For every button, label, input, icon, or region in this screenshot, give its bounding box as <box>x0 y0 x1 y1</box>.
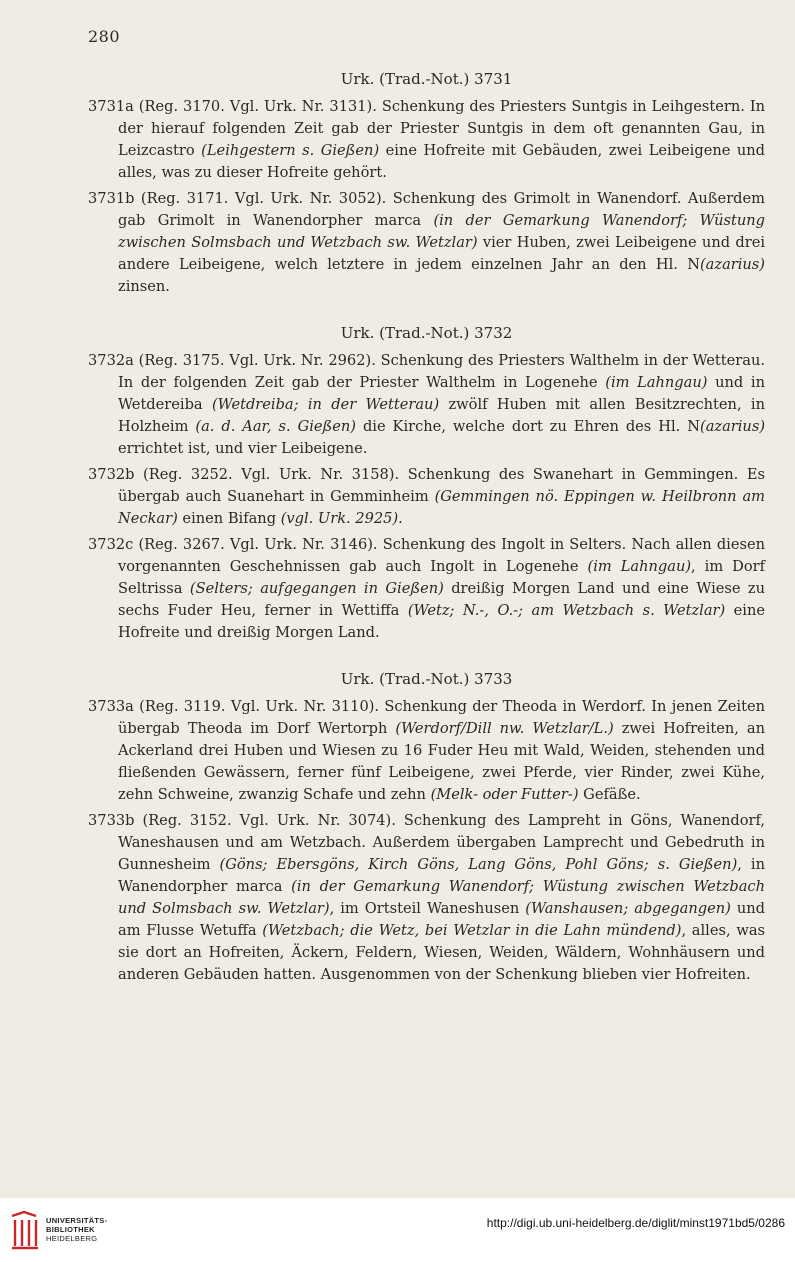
footer-bar <box>0 1198 795 1262</box>
source-url-link[interactable]: http://digi.ub.uni-heidelberg.de/diglit/minst1971bd5/0286 <box>486 1216 785 1230</box>
entry-3732a: 3732a (Reg. 3175. Vgl. Urk. Nr. 2962). Schenkung des Priesters Walthelm in der Wetterau. In der folgenden Zeit gab der Priester Walthelm in Logenehe (im Lahngau) und in Wetdereiba (Wetdreiba; in der Wetterau) zwölf Huben mit allen Besitzrechten, in Holzheim (a. d. Aar, s. Gießen) die Kirche, welche dort zu Ehren des Hl. N(azarius) errichtet ist, und vier Leibeigene. <box>88 352 766 457</box>
entry-3731b: 3731b (Reg. 3171. Vgl. Urk. Nr. 3052). Schenkung des Grimolt in Wanendorf. Außerdem gab Grimolt in Wanendorpher marca (in der Gemarkung Wanendorf; Wüstung zwischen Solmsbach und Wetzbach sw. Wetzlar) vier Huben, zwei Leibeigene und drei andere Leibeigene, welch letztere in jedem einzelnen Jahr an den Hl. N(azarius) zinsen. <box>88 190 766 295</box>
section-3732 <box>88 322 765 644</box>
entry-3733a: 3733a (Reg. 3119. Vgl. Urk. Nr. 3110). Schenkung der Theoda in Werdorf. In jenen Zeiten übergab Theoda im Dorf Wertorph (Werdorf/Dill nw. Wetzlar/L.) zwei Hofreiten, an Ackerland drei Huben und Wiesen zu 16 Fuder Heu mit Wald, Weiden, stehenden und fließenden Gewässern, ferner fünf Leibeigene, zwei Pferde, vier Rinder, zwei Kühe, zehn Schweine, zwanzig Schafe und zehn (Melk- oder Futter-) Gefäße. <box>88 698 765 803</box>
library-logo-text: UNIVERSITÄTS- BIBLIOTHEK HEIDELBERG <box>46 1216 108 1243</box>
section-heading: Urk. (Trad.-Not.) 3731 <box>340 70 513 88</box>
entry-3732b: 3732b (Reg. 3252. Vgl. Urk. Nr. 3158). Schenkung des Swanehart in Gemmingen. Es übergab auch Suanehart in Gemminheim (Gemmingen nö. Eppingen w. Heilbronn am Neckar) einen Bifang (vgl. Urk. 2925). <box>88 466 765 527</box>
entry-3733b: 3733b (Reg. 3152. Vgl. Urk. Nr. 3074). Schenkung des Lampreht in Göns, Wanendorf, Waneshausen und am Wetzbach. Außerdem übergaben Lamprecht und Gebedruth in Gunnesheim (Göns; Ebersgöns, Kirch Göns, Lang Göns, Pohl Göns; s. Gießen), in Wanendorpher marca (in der Gemarkung Wanendorf; Wüstung zwischen Wetzbach und Solmsbach sw. Wetzlar), im Ortsteil Waneshusen (Wanshausen; abgegangen) und am Flusse Wetuffa (Wetzbach; die Wetz, bei Wetzlar in die Lahn mündend), alles, was sie dort an Hofreiten, Äckern, Feldern, Wiesen, Weiden, Wäldern, Wohnhäusern und anderen Gebäuden hatten. Ausgenommen von der Schenkung blieben vier Hofreiten. <box>88 812 766 983</box>
page-number: 280 <box>88 27 121 46</box>
entry-3732c: 3732c (Reg. 3267. Vgl. Urk. Nr. 3146). Schenkung des Ingolt in Selters. Nach allen diesen vorgenannten Geschehnissen gab auch Ingolt in Logenehe (im Lahngau), im Dorf Seltrissa (Selters; aufgegangen in Gießen) dreißig Morgen Land und eine Wiese zu sechs Fuder Heu, ferner in Wettiffa (Wetz; N.-, O.-; am Wetzbach s. Wetzlar) eine Hofreite und dreißig Morgen Land. <box>88 536 766 641</box>
section-heading: Urk. (Trad.-Not.) 3732 <box>340 324 513 342</box>
section-3733 <box>88 668 765 986</box>
document-body <box>88 68 765 1010</box>
entry-3731a: 3731a (Reg. 3170. Vgl. Urk. Nr. 3131). Schenkung des Priesters Suntgis in Leihgestern. In der hierauf folgenden Zeit gab der Priester Suntgis in dem oft genannten Gau, in Leizcastro (Leihgestern s. Gießen) eine Hofreite mit Gebäuden, zwei Leibeigene und alles, was zu dieser Hofreite gehört. <box>88 98 765 181</box>
section-3731 <box>88 68 765 298</box>
section-heading: Urk. (Trad.-Not.) 3733 <box>340 670 513 688</box>
library-logo-icon <box>8 1210 40 1250</box>
